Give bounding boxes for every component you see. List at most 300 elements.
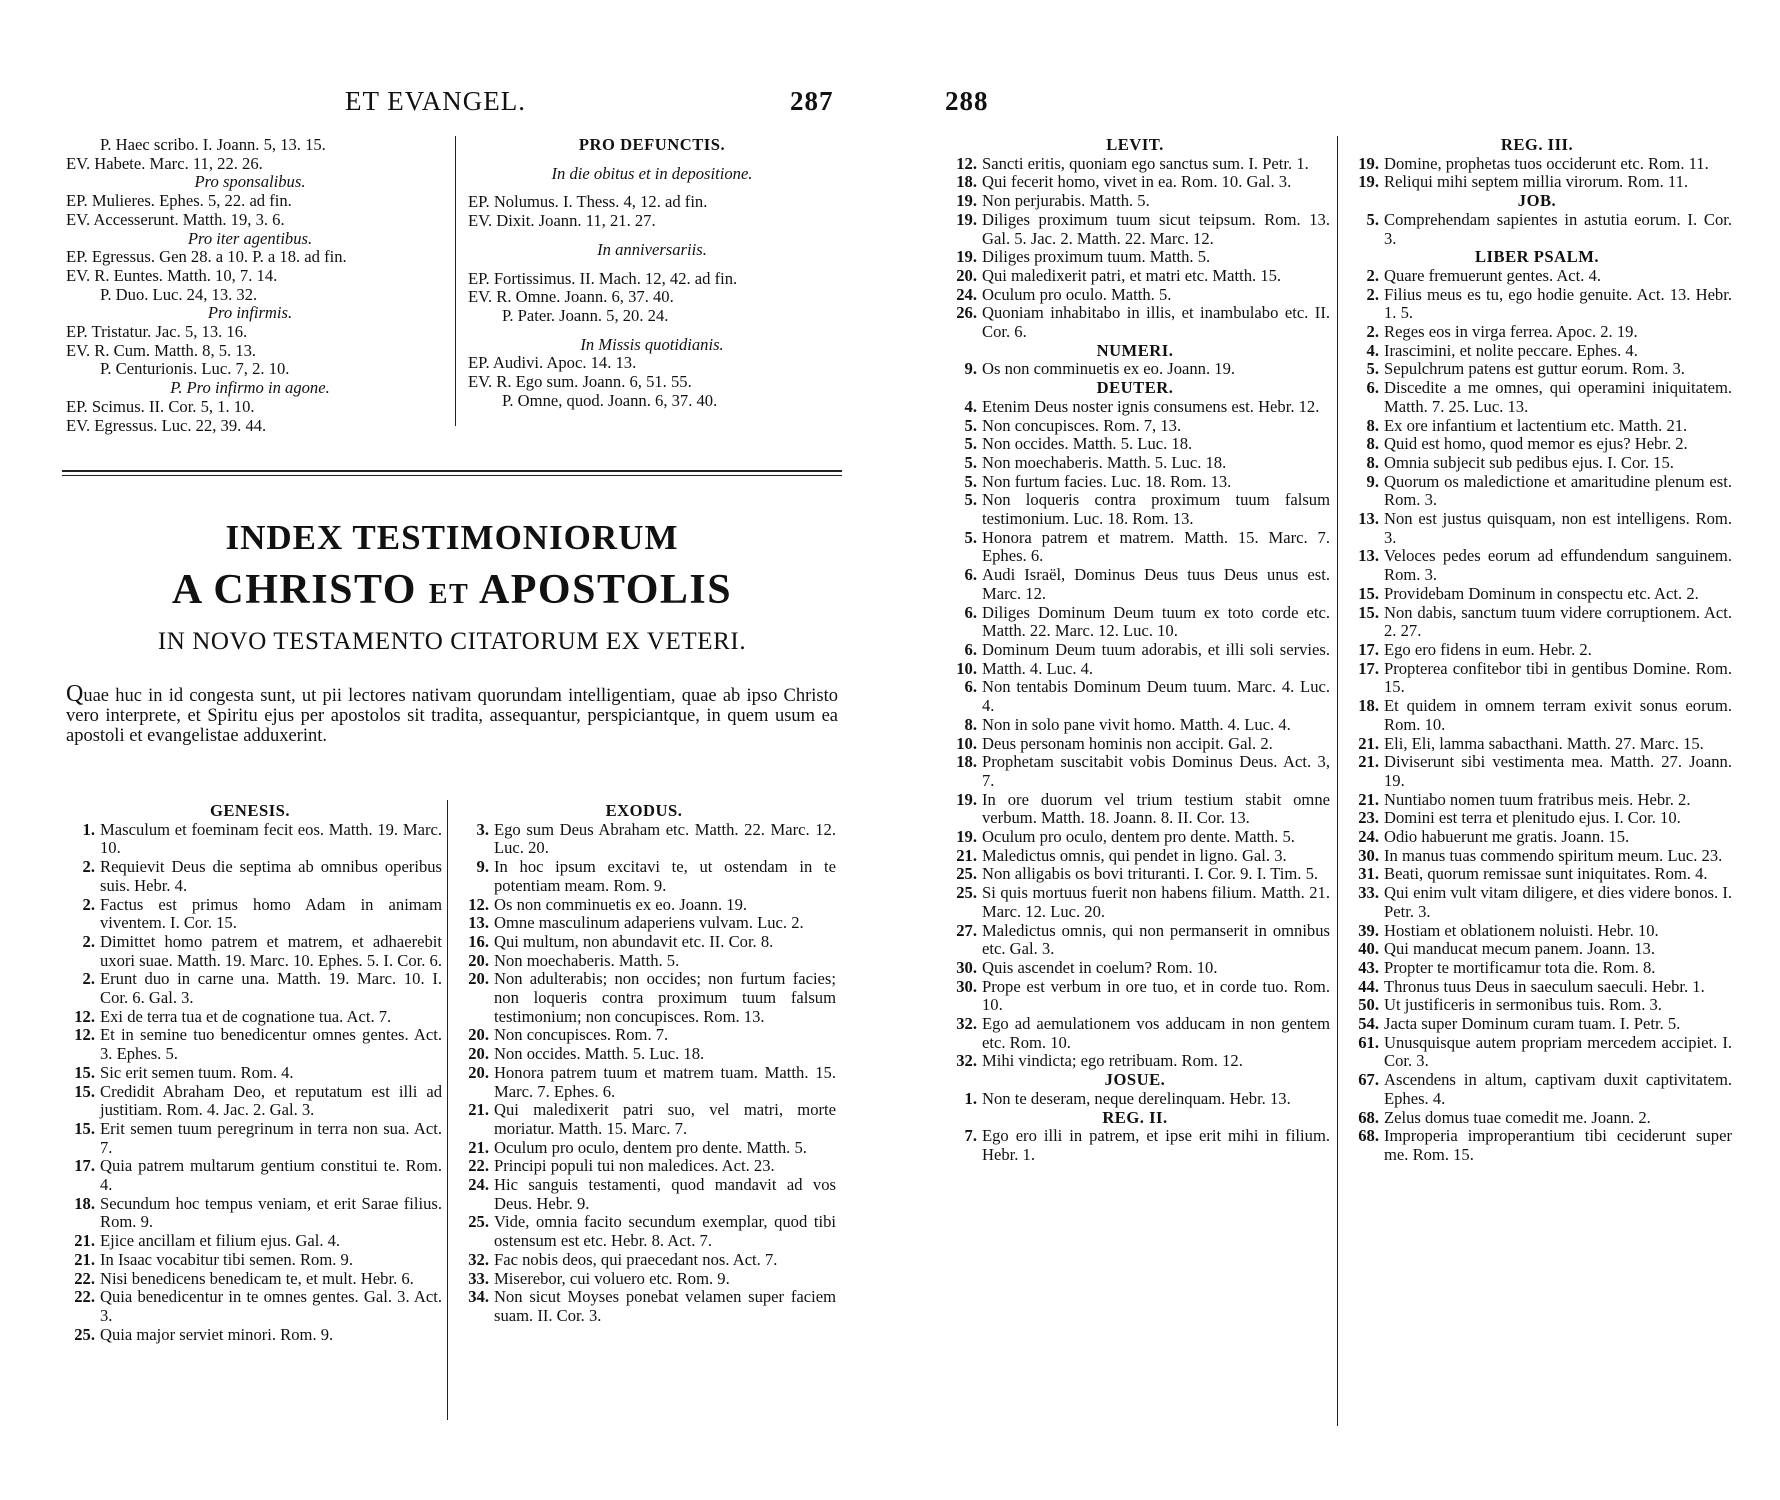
index-entry: [452, 1139, 836, 1158]
chapter-number: 21.: [1358, 733, 1379, 753]
chapter-number: 67.: [1358, 1070, 1379, 1090]
index-entry: [940, 267, 1330, 286]
chapter-number: 17.: [1358, 658, 1379, 678]
chapter-number: 15.: [74, 1062, 95, 1082]
index-entry: [1342, 865, 1732, 884]
chapter-number: 21.: [74, 1231, 95, 1251]
index-entry: [452, 1157, 836, 1176]
chapter-number: 6.: [964, 677, 977, 697]
reading-entry: EV. R. Euntes. Matth. 10, 7. 14.: [66, 265, 278, 285]
subheading: Pro infirmis.: [207, 303, 293, 323]
citation-text: Dominum Deum tuum adorabis, et illi soli servies. Matth. 4. Luc. 4.: [982, 639, 1330, 678]
chapter-number: 22.: [74, 1268, 95, 1288]
reading-entry: P. Haec scribo. I. Joann. 5, 13. 15.: [100, 135, 326, 154]
index-entry: [940, 398, 1330, 417]
reading-entry: EP. Tristatur. Jac. 5, 13. 16.: [66, 322, 248, 342]
index-entry: [58, 1232, 442, 1251]
index-entry: [1342, 604, 1732, 641]
citation-text: Zelus domus tuae comedit me. Joann. 2.: [1384, 1107, 1651, 1127]
section-heading: NUMERI.: [1096, 340, 1174, 360]
index-entry: [1342, 510, 1732, 547]
index-entry: [452, 1101, 836, 1138]
citation-text: Non dabis, sanctum tuum videre corruptionem. Act. 2. 27.: [1384, 602, 1732, 641]
section-heading: LEVIT.: [1106, 135, 1164, 154]
chapter-number: 20.: [956, 265, 977, 285]
index-entry: [58, 1026, 442, 1063]
index-entry: [940, 529, 1330, 566]
chapter-number: 15.: [1358, 602, 1379, 622]
citation-text: Credidit Abraham Deo, et reputatum est illi ad justitiam. Rom. 4. Jac. 2. Gal. 3.: [100, 1081, 442, 1120]
index-entry: [58, 1008, 442, 1027]
citation-text: Domini est terra et plenitudo ejus. I. Cor. 10.: [1384, 808, 1681, 828]
chapter-number: 5.: [964, 434, 977, 454]
page-number-right: 288: [945, 86, 989, 116]
citation-text: Oculum pro oculo. Matth. 5.: [982, 284, 1172, 304]
chapter-number: 19.: [1358, 172, 1379, 192]
chapter-number: 2.: [82, 857, 95, 877]
citation-text: Vide, omnia facito secundum exemplar, quod tibi ostensum est etc. Hebr. 8. Act. 7.: [494, 1212, 836, 1251]
section-heading: JOSUE.: [1104, 1070, 1166, 1090]
chapter-number: 50.: [1358, 995, 1379, 1015]
index-entry: [940, 1052, 1330, 1071]
column-rule-bottom: [447, 800, 448, 1420]
chapter-number: 9.: [476, 857, 489, 877]
index-entry: [452, 896, 836, 915]
citation-text: Miserebor, cui voluero etc. Rom. 9.: [494, 1268, 730, 1288]
reading-entry: EV. Accesserunt. Matth. 19, 3. 6.: [66, 209, 285, 229]
citation-text: Diviserunt sibi vestimenta mea. Matth. 27. Joann. 19.: [1384, 752, 1732, 790]
citation-text: Ut justificeris in sermonibus tuis. Rom. 3.: [1384, 995, 1662, 1015]
citation-text: Fac nobis deos, qui praecedant nos. Act. 7.: [494, 1249, 778, 1269]
subheading: In Missis quotidianis.: [580, 334, 724, 354]
citation-text: Qui fecerit homo, vivet in ea. Rom. 10. Gal. 3.: [982, 172, 1292, 192]
reading-entry: EP. Egressus. Gen 28. a 10. P. a 18. ad fin.: [66, 247, 347, 267]
citation-text: Ego ero fidens in eum. Hebr. 2.: [1384, 639, 1592, 659]
index-entry: [1342, 1015, 1732, 1034]
citation-text: Requievit Deus die septima ab omnibus operibus suis. Hebr. 4.: [100, 857, 442, 895]
chapter-number: 5.: [1366, 359, 1379, 379]
chapter-number: 8.: [1366, 452, 1379, 472]
index-entry: [1342, 884, 1732, 921]
chapter-number: 6. 10.: [956, 639, 977, 678]
index-entry: [58, 933, 442, 970]
index-entry: [940, 828, 1330, 847]
citation-text: Quis ascendet in coelum? Rom. 10.: [982, 957, 1218, 977]
chapter-number: 19.: [956, 209, 977, 229]
index-column-psalms: [1342, 136, 1732, 1165]
chapter-number: 16.: [468, 931, 489, 951]
chapter-number: 21.: [468, 1137, 489, 1157]
citation-text: Non in solo pane vivit homo. Matth. 4. Luc. 4.: [982, 714, 1291, 734]
section-heading: GENESIS.: [209, 801, 291, 820]
citation-text: Quia patrem multarum gentium constitui te. Rom. 4.: [100, 1156, 442, 1195]
index-entry: [452, 933, 836, 952]
chapter-number: 5.: [1366, 209, 1379, 229]
index-entry: [58, 1064, 442, 1083]
chapter-number: 2.: [82, 894, 95, 914]
citation-text: Quid est homo, quod memor es ejus? Hebr. 2.: [1384, 434, 1688, 454]
chapter-number: 7.: [964, 1126, 977, 1146]
votive-masses-column-left: [60, 136, 440, 435]
index-entry: [58, 1157, 442, 1194]
index-entry: [940, 1015, 1330, 1052]
chapter-number: 61.: [1358, 1032, 1379, 1052]
chapter-number: 6.: [964, 565, 977, 585]
citation-text: Non concupisces. Rom. 7.: [494, 1025, 669, 1045]
index-entry: [1342, 286, 1732, 323]
citation-text: Non tentabis Dominum Deum tuum. Marc. 4. Luc. 4.: [982, 677, 1330, 716]
citation-text: Etenim Deus noster ignis consumens est. Hebr. 12.: [982, 396, 1320, 416]
citation-text: Providebam Dominum in conspectu etc. Act. 2.: [1384, 583, 1699, 603]
double-rule-thin: [62, 475, 842, 476]
chapter-number: 17.: [74, 1156, 95, 1176]
page-number-left: 287: [790, 86, 834, 116]
index-entry: [452, 1176, 836, 1213]
chapter-number: 24.: [956, 284, 977, 304]
index-entry: [940, 417, 1330, 436]
chapter-number: 25.: [74, 1324, 95, 1344]
chapter-number: 20.: [468, 1062, 489, 1082]
citation-text: Irascimini, et nolite peccare. Ephes. 4.: [1384, 340, 1638, 360]
citation-text: Si quis mortuus fuerit non habens filium. Matth. 21. Marc. 12. Luc. 20.: [982, 883, 1330, 921]
chapter-number: 18.: [74, 1193, 95, 1213]
chapter-number: 2.: [1366, 322, 1379, 342]
citation-text: Hostiam et oblationem noluisti. Hebr. 10.: [1384, 920, 1659, 940]
index-entry: [1342, 641, 1732, 660]
chapter-number: 23.: [1358, 808, 1379, 828]
index-entry: [1342, 547, 1732, 584]
citation-text: Diliges Dominum Deum tuum ex toto corde etc. Matth. 22. Marc. 12. Luc. 10.: [982, 602, 1330, 641]
votive-masses-column-right: [462, 136, 842, 410]
citation-text: Et quidem in omnem terram exivit sonus eorum. Rom. 10.: [1384, 696, 1732, 734]
citation-text: Qui multum, non abundavit etc. II. Cor. 8.: [494, 931, 774, 951]
index-entry: [940, 735, 1330, 754]
index-entry: [1342, 922, 1732, 941]
citation-text: Quoniam inhabitabo in illis, et inambulabo etc. II. Cor. 6.: [982, 303, 1330, 342]
citation-text: In hoc ipsum excitavi te, ut ostendam in te potentiam meam. Rom. 9.: [494, 857, 836, 895]
chapter-number: 12.: [956, 153, 977, 173]
index-entry: [1342, 828, 1732, 847]
chapter-number: 8.: [1366, 434, 1379, 454]
subheading: In anniversariis.: [597, 239, 707, 259]
chapter-number: 40.: [1358, 939, 1379, 959]
index-entry: [1342, 809, 1732, 828]
citation-text: Jacta super Dominum curam tuam. I. Petr. 5.: [1384, 1014, 1681, 1034]
chapter-number: 19.: [956, 789, 977, 809]
reading-entry: P. Centurionis. Luc. 7, 2. 10.: [100, 359, 290, 379]
chapter-number: 43.: [1358, 957, 1379, 977]
index-entry: [940, 360, 1330, 379]
index-entry: [940, 1090, 1330, 1109]
chapter-number: 20.: [468, 1025, 489, 1045]
index-entry: [940, 286, 1330, 305]
citation-text: Hic sanguis testamenti, quod mandavit ad vos Deus. Hebr. 9.: [494, 1175, 836, 1213]
chapter-number: 12.: [74, 1025, 95, 1045]
citation-text: Veloces pedes eorum ad effundendum sanguinem. Rom. 3.: [1384, 546, 1732, 585]
chapter-number: 12.: [74, 1006, 95, 1026]
citation-text: Qui enim vult vitam diligere, et dies videre bonos. I. Petr. 3.: [1384, 883, 1732, 921]
chapter-number: 68.: [1358, 1107, 1379, 1127]
index-entry: [58, 1195, 442, 1232]
citation-text: Qui maledixerit patri suo, vel matri, morte moriatur. Matth. 15. Marc. 7.: [494, 1100, 836, 1138]
index-entry: [940, 753, 1330, 790]
column-rule-top: [455, 136, 456, 426]
citation-text: Thronus tuus Deus in saeculum saeculi. Hebr. 1.: [1384, 976, 1705, 996]
index-entry: [58, 858, 442, 895]
index-title-line-2: [62, 566, 842, 614]
double-rule: [62, 470, 842, 472]
index-entry: [1342, 660, 1732, 697]
index-entry: [58, 896, 442, 933]
citation-text: Erunt duo in carne una. Matth. 19. Marc. 10. I. Cor. 6. Gal. 3.: [100, 969, 442, 1008]
exodus-column: [452, 802, 836, 1326]
chapter-number: 30.: [956, 957, 977, 977]
section-heading: EXODUS.: [605, 801, 683, 820]
citation-text: Ejice ancillam et filium ejus. Gal. 4.: [100, 1231, 341, 1251]
citation-text: Reges eos in virga ferrea. Apoc. 2. 19.: [1384, 322, 1638, 342]
chapter-number: 4.: [1366, 340, 1379, 360]
chapter-number: 21.: [1358, 752, 1379, 772]
chapter-number: 68.: [1358, 1126, 1379, 1146]
citation-text: Nuntiabo nomen tuum fratribus meis. Hebr. 2.: [1384, 789, 1691, 809]
citation-text: Reliqui mihi septem millia virorum. Rom. 11.: [1384, 172, 1689, 192]
index-entry: [452, 952, 836, 971]
chapter-number: 6.: [1366, 378, 1379, 398]
index-entry: [940, 678, 1330, 715]
chapter-number: 15.: [74, 1118, 95, 1138]
chapter-number: 33.: [468, 1268, 489, 1288]
section-heading: JOB.: [1517, 191, 1557, 211]
index-title-apostolis: APOSTOLIS: [478, 567, 733, 613]
chapter-number: 21.: [1358, 789, 1379, 809]
citation-text: Discedite a me omnes, qui operamini iniquitatem. Matth. 7. 25. Luc. 13.: [1384, 378, 1732, 416]
citation-text: Non sicut Moyses ponebat velamen super faciem suam. II. Cor. 3.: [494, 1287, 836, 1325]
reading-entry: EP. Scimus. II. Cor. 5, 1. 10.: [66, 396, 255, 416]
index-entry: [1342, 735, 1732, 754]
section-heading: REG. III.: [1500, 135, 1574, 154]
citation-text: Improperia improperantium tibi ceciderunt super me. Rom. 15.: [1384, 1126, 1732, 1164]
citation-text: Sancti eritis, quoniam ego sanctus sum. I. Petr. 1.: [982, 153, 1309, 173]
index-entry: [1342, 1127, 1732, 1164]
chapter-number: 18.: [956, 752, 977, 772]
index-entry: [1342, 996, 1732, 1015]
index-entry: [940, 248, 1330, 267]
citation-text: In manus tuas commendo spiritum meum. Luc. 23.: [1384, 845, 1723, 865]
index-entry: [452, 1213, 836, 1250]
citation-text: Ego ad aemulationem vos adducam in non gentem etc. Rom. 10.: [982, 1014, 1330, 1052]
chapter-number: 9.: [1366, 471, 1379, 491]
chapter-number: 21.: [468, 1100, 489, 1120]
chapter-number: 3.: [476, 819, 489, 839]
chapter-number: 30.: [956, 976, 977, 996]
index-entry: [940, 454, 1330, 473]
index-entry: [940, 304, 1330, 341]
index-entry: [940, 192, 1330, 211]
index-entry: [940, 922, 1330, 959]
subheading: Pro sponsalibus.: [194, 172, 306, 192]
index-entry: [940, 473, 1330, 492]
chapter-number: 9.: [964, 359, 977, 379]
index-entry: [58, 1270, 442, 1289]
citation-text: Audi Israël, Dominus Deus tuus Deus unus est. Marc. 12.: [982, 565, 1330, 603]
index-entry: [452, 1270, 836, 1289]
index-entry: [1342, 379, 1732, 416]
citation-text: Diliges proximum tuum sicut teipsum. Rom. 13. Gal. 5. Jac. 2. Matth. 22. Marc. 12.: [982, 209, 1330, 248]
index-entry: [58, 1251, 442, 1270]
citation-text: Non furtum facies. Luc. 18. Rom. 13.: [982, 471, 1232, 491]
citation-text: Filius meus es tu, ego hodie genuite. Act. 13. Hebr. 1. 5.: [1384, 284, 1732, 323]
citation-text: Os non comminuetis ex eo. Joann. 19.: [982, 359, 1236, 379]
citation-text: Quorum os maledictione et amaritudine plenum est. Rom. 3.: [1384, 471, 1732, 510]
citation-text: Non adulterabis; non occides; non furtum facies; non loqueris contra proximum tuum falsum testimonium; non concupisces. Rom. 13.: [494, 969, 836, 1026]
index-entry: [1342, 585, 1732, 604]
index-entry: [1342, 791, 1732, 810]
intro-paragraph: [66, 681, 838, 746]
index-entry: [1342, 753, 1732, 790]
citation-text: Odio habuerunt me gratis. Joann. 15.: [1384, 827, 1630, 847]
chapter-number: 32.: [956, 1051, 977, 1071]
citation-text: Non moechaberis. Matth. 5.: [494, 950, 680, 970]
citation-text: Non moechaberis. Matth. 5. Luc. 18.: [982, 452, 1227, 472]
index-entry: [940, 173, 1330, 192]
citation-text: Diliges proximum tuum. Matth. 5.: [982, 247, 1211, 267]
index-entry: [1342, 1034, 1732, 1071]
citation-text: Eli, Eli, lamma sabacthani. Matth. 27. Marc. 15.: [1384, 733, 1704, 753]
index-entry: [452, 1288, 836, 1325]
chapter-number: 17.: [1358, 639, 1379, 659]
chapter-number: 34.: [468, 1287, 489, 1307]
chapter-number: 13.: [1358, 509, 1379, 529]
index-entry: [58, 821, 442, 858]
chapter-number: 12.: [468, 894, 489, 914]
index-entry: [1342, 1109, 1732, 1128]
citation-text: Oculum pro oculo, dentem pro dente. Matth. 5.: [982, 827, 1295, 847]
reading-entry: EV. R. Cum. Matth. 8, 5. 13.: [66, 340, 257, 360]
citation-text: Honora patrem tuum et matrem tuam. Matth. 15. Marc. 7. Ephes. 6.: [494, 1062, 836, 1101]
citation-text: Sepulchrum patens est guttur eorum. Rom. 3.: [1384, 359, 1685, 379]
citation-text: Ex ore infantium et lactentium etc. Matth. 21.: [1384, 415, 1688, 435]
citation-text: Quia benedicentur in te omnes gentes. Gal. 3. Act. 3.: [100, 1287, 442, 1325]
index-entry: [452, 1064, 836, 1101]
citation-text: Maledictus omnis, qui non permanserit in omnibus etc. Gal. 3.: [982, 920, 1330, 959]
index-entry: [940, 155, 1330, 174]
citation-text: Mihi vindicta; ego retribuam. Rom. 12.: [982, 1051, 1243, 1071]
citation-text: Os non comminuetis ex eo. Joann. 19.: [494, 894, 748, 914]
chapter-number: 30.: [1358, 845, 1379, 865]
index-entry: [940, 491, 1330, 528]
citation-text: Sic erit semen tuum. Rom. 4.: [100, 1062, 294, 1082]
chapter-number: 2.: [82, 931, 95, 951]
reading-entry: EV. Dixit. Joann. 11, 21. 27.: [468, 211, 656, 231]
intro-text: uae huc in id congesta sunt, ut pii lectores nativam quorundam intelligentiam, quae ab ipso Christo vero interprete, et Spiritu ejus per apostolos sit tradita, assequantur, perspiciantque, in quem usum ea apostoli et evangelistae adduxerint.: [66, 686, 838, 746]
index-title-a-christo: A CHRISTO: [171, 567, 417, 613]
chapter-number: 4.: [964, 396, 977, 416]
chapter-number: 8.: [1366, 415, 1379, 435]
index-entry: [58, 970, 442, 1007]
citation-text: Qui maledixerit patri, et matri etc. Matth. 15.: [982, 265, 1282, 285]
reading-entry: EV. R. Ego sum. Joann. 6, 51. 55.: [468, 372, 692, 392]
chapter-number: 31.: [1358, 864, 1379, 884]
index-entry: [940, 716, 1330, 735]
citation-text: Ego ero illi in patrem, et ipse erit mihi in filium. Hebr. 1.: [982, 1126, 1330, 1164]
index-column-old-testament: [940, 136, 1330, 1165]
citation-text: Propter te mortificamur tota die. Rom. 8.: [1384, 957, 1656, 977]
index-entry: [1342, 267, 1732, 286]
index-entry: [940, 884, 1330, 921]
chapter-number: 20.: [468, 950, 489, 970]
chapter-number: 24.: [1358, 827, 1379, 847]
reading-entry: EV. R. Omne. Joann. 6, 37. 40.: [468, 287, 674, 307]
chapter-number: 20.: [468, 1044, 489, 1064]
index-entry: [940, 211, 1330, 248]
index-entry: [58, 1083, 442, 1120]
index-entry: [940, 959, 1330, 978]
chapter-number: 32.: [468, 1249, 489, 1269]
citation-text: Honora patrem et matrem. Matth. 15. Marc. 7. Ephes. 6.: [982, 527, 1330, 566]
index-title-line-1: INDEX TESTIMONIORUM: [225, 518, 679, 557]
chapter-number: 27.: [956, 920, 977, 940]
citation-text: Erit semen tuum peregrinum in terra non sua. Act. 7.: [100, 1118, 442, 1157]
citation-text: Qui manducat mecum panem. Joann. 13.: [1384, 939, 1655, 959]
chapter-number: 20.: [468, 969, 489, 989]
genesis-column: [58, 802, 442, 1344]
citation-text: Non perjurabis. Matth. 5.: [982, 191, 1150, 211]
citation-text: Propterea confitebor tibi in gentibus Domine. Rom. 15.: [1384, 658, 1732, 697]
chapter-number: 18.: [956, 172, 977, 192]
chapter-number: 21.: [74, 1249, 95, 1269]
index-entry: [1342, 173, 1732, 192]
index-entry: [452, 1251, 836, 1270]
chapter-number: 54.: [1358, 1014, 1379, 1034]
index-entry: [940, 978, 1330, 1015]
chapter-number: 44.: [1358, 976, 1379, 996]
index-entry: [1342, 323, 1732, 342]
chapter-number: 18.: [1358, 696, 1379, 716]
index-title-et: ET: [428, 579, 470, 610]
chapter-number: 21.: [956, 845, 977, 865]
index-entry: [1342, 155, 1732, 174]
index-entry: [940, 435, 1330, 454]
index-entry: [940, 566, 1330, 603]
citation-text: Beati, quorum remissae sunt iniquitates. Rom. 4.: [1384, 864, 1708, 884]
index-entry: [58, 1326, 442, 1345]
chapter-number: 5.: [964, 490, 977, 510]
reading-entry: EV. Habete. Marc. 11, 22. 26.: [66, 153, 263, 173]
index-entry: [1342, 940, 1732, 959]
chapter-number: 22.: [74, 1287, 95, 1307]
chapter-number: 22.: [468, 1156, 489, 1176]
running-title: ET EVANGEL.: [345, 86, 526, 116]
chapter-number: 25.: [956, 864, 977, 884]
citation-text: Maledictus omnis, qui pendet in ligno. Gal. 3.: [982, 845, 1287, 865]
section-heading: REG. II.: [1102, 1107, 1168, 1127]
index-entry: [940, 791, 1330, 828]
citation-text: Domine, prophetas tuos occiderunt etc. Rom. 11.: [1384, 153, 1709, 173]
index-entry: [1342, 959, 1732, 978]
index-entry: [1342, 847, 1732, 866]
chapter-number: 10.: [956, 733, 977, 753]
chapter-number: 2.: [82, 969, 95, 989]
index-entry: [452, 1045, 836, 1064]
citation-text: Ego sum Deus Abraham etc. Matth. 22. Marc. 12. Luc. 20.: [494, 819, 836, 858]
index-entry: [58, 1120, 442, 1157]
chapter-number: 26.: [956, 303, 977, 323]
subheading: Pro iter agentibus.: [187, 228, 313, 248]
citation-text: Masculum et foeminam fecit eos. Matth. 19. Marc. 10.: [100, 819, 442, 858]
index-entry: [452, 821, 836, 858]
citation-text: Non occides. Matth. 5. Luc. 18.: [982, 434, 1193, 454]
reading-entry: EP. Mulieres. Ephes. 5, 22. ad fin.: [66, 191, 292, 211]
